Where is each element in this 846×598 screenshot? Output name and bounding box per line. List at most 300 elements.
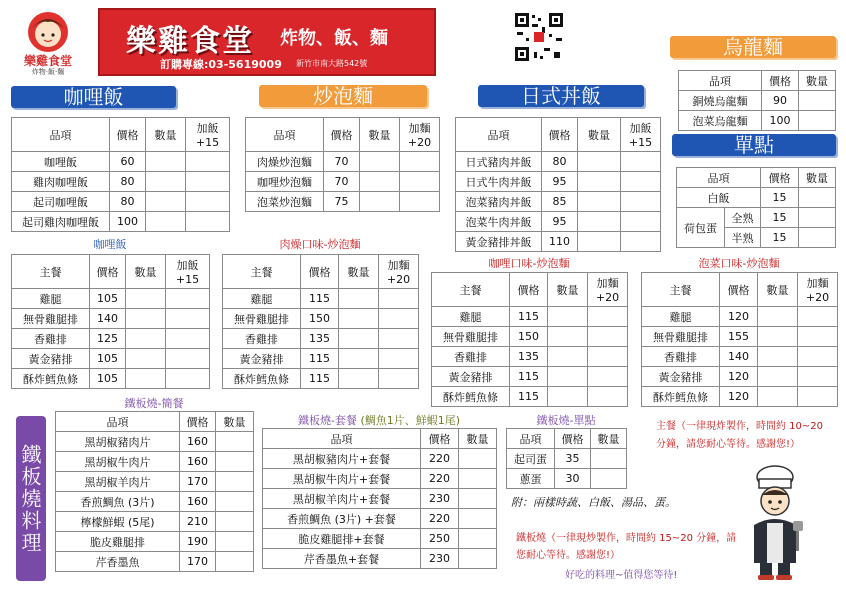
item-price: 220 bbox=[421, 509, 459, 529]
quantity-cell[interactable] bbox=[126, 289, 166, 309]
table-row bbox=[679, 91, 836, 111]
table-row bbox=[246, 192, 440, 212]
item-price: 90 bbox=[762, 91, 799, 111]
extra-cell[interactable] bbox=[379, 329, 419, 349]
item-name: 無骨雞腿排 bbox=[642, 327, 720, 347]
shop-address: 新竹市南大路542號 bbox=[296, 59, 368, 68]
quantity-cell[interactable] bbox=[146, 152, 186, 172]
quantity-cell[interactable] bbox=[548, 367, 588, 387]
table-row bbox=[12, 192, 230, 212]
item-name: 無骨雞腿排 bbox=[432, 327, 510, 347]
item-name: 香雞排 bbox=[12, 329, 90, 349]
extra-cell[interactable] bbox=[588, 387, 628, 407]
item-name: 酥炸鱈魚條 bbox=[432, 387, 510, 407]
column-header: 數量 bbox=[339, 255, 379, 289]
item-name: 泡菜烏龍麵 bbox=[679, 111, 762, 131]
quantity-cell[interactable] bbox=[548, 307, 588, 327]
item-name: 起司雞肉咖哩飯 bbox=[12, 212, 110, 232]
item-name: 黃金豬排 bbox=[642, 367, 720, 387]
item-price: 230 bbox=[421, 489, 459, 509]
item-price: 15 bbox=[761, 208, 799, 228]
extra-cell[interactable] bbox=[798, 367, 838, 387]
column-header: 數量 bbox=[578, 118, 621, 152]
column-header: 加麵 +20 bbox=[379, 255, 419, 289]
quantity-cell[interactable] bbox=[459, 549, 497, 569]
table-row bbox=[432, 327, 628, 347]
item-price: 70 bbox=[324, 152, 360, 172]
column-header: 加飯 +15 bbox=[621, 118, 661, 152]
extra-cell[interactable] bbox=[379, 349, 419, 369]
column-header: 價格 bbox=[180, 412, 216, 432]
extra-cell[interactable] bbox=[798, 307, 838, 327]
table-row bbox=[642, 387, 838, 407]
item-name: 咖哩飯 bbox=[12, 152, 110, 172]
teppan-simple-table bbox=[55, 411, 254, 572]
column-header: 數量 bbox=[146, 118, 186, 152]
item-name: 蔥蛋 bbox=[507, 469, 555, 489]
table-row bbox=[223, 349, 419, 369]
item-price: 115 bbox=[301, 369, 339, 389]
extra-cell[interactable] bbox=[621, 192, 661, 212]
item-name: 黑胡椒羊肉片 bbox=[56, 472, 180, 492]
item-name: 白飯 bbox=[677, 188, 761, 208]
item-price: 120 bbox=[720, 367, 758, 387]
quantity-cell[interactable] bbox=[339, 369, 379, 389]
column-header: 價格 bbox=[761, 168, 799, 188]
table-row bbox=[642, 367, 838, 387]
extra-cell[interactable] bbox=[166, 349, 210, 369]
quantity-cell[interactable] bbox=[758, 367, 798, 387]
column-header: 數量 bbox=[360, 118, 400, 152]
pork-noodle-title: 肉燥口味-炒泡麵 bbox=[279, 238, 361, 251]
table-row bbox=[642, 327, 838, 347]
teppan-vertical-label: 鐵板燒料理 bbox=[16, 416, 46, 581]
item-name: 咖哩炒泡麵 bbox=[246, 172, 324, 192]
table-row bbox=[432, 387, 628, 407]
table-row bbox=[246, 152, 440, 172]
table-row bbox=[223, 309, 419, 329]
column-header: 品項 bbox=[456, 118, 542, 152]
header-row bbox=[263, 429, 497, 449]
item-name: 香雞排 bbox=[432, 347, 510, 367]
item-price: 100 bbox=[762, 111, 799, 131]
table-row bbox=[246, 172, 440, 192]
table-row bbox=[432, 367, 628, 387]
logo-sub: 炸物·飯·麵 bbox=[31, 68, 65, 76]
teppan-set-title-main: 鐵板燒-套餐 bbox=[297, 414, 357, 427]
chef-icon bbox=[740, 463, 810, 583]
quantity-cell[interactable] bbox=[216, 492, 254, 512]
item-price: 115 bbox=[301, 349, 339, 369]
item-name: 黑胡椒牛肉片+套餐 bbox=[263, 469, 421, 489]
item-name: 日式豬肉丼飯 bbox=[456, 152, 542, 172]
item-price: 220 bbox=[421, 469, 459, 489]
logo-text: 樂雞食堂 bbox=[23, 54, 72, 68]
table-row bbox=[263, 449, 497, 469]
item-name: 黃金豬排 bbox=[12, 349, 90, 369]
quantity-cell[interactable] bbox=[459, 469, 497, 489]
item-price: 150 bbox=[301, 309, 339, 329]
kimchi-noodle-table bbox=[641, 272, 838, 407]
item-name: 雞腿 bbox=[223, 289, 301, 309]
quantity-cell[interactable] bbox=[216, 552, 254, 572]
table-row bbox=[56, 532, 254, 552]
item-name: 香煎鯛魚 (3片) bbox=[56, 492, 180, 512]
table-row bbox=[12, 212, 230, 232]
quantity-cell[interactable] bbox=[578, 232, 621, 252]
extra-cell[interactable] bbox=[400, 172, 440, 192]
quantity-cell[interactable] bbox=[126, 369, 166, 389]
extra-cell[interactable] bbox=[166, 289, 210, 309]
column-header: 價格 bbox=[301, 255, 339, 289]
column-header: 加飯 +15 bbox=[166, 255, 210, 289]
table-row bbox=[56, 452, 254, 472]
table-row bbox=[456, 232, 661, 252]
quantity-cell[interactable] bbox=[758, 347, 798, 367]
teppan-simple-title: 鐵板燒-簡餐 bbox=[124, 397, 184, 410]
extra-cell[interactable] bbox=[798, 327, 838, 347]
column-header: 數量 bbox=[799, 71, 836, 91]
item-name: 黑胡椒豬肉片+套餐 bbox=[263, 449, 421, 469]
item-price: 105 bbox=[90, 349, 126, 369]
item-name: 脆皮雞腿排 bbox=[56, 532, 180, 552]
table-row bbox=[56, 432, 254, 452]
column-header: 品項 bbox=[246, 118, 324, 152]
extra-cell[interactable] bbox=[621, 172, 661, 192]
header-row bbox=[246, 118, 440, 152]
column-header: 價格 bbox=[90, 255, 126, 289]
item-name: 日式牛肉丼飯 bbox=[456, 172, 542, 192]
item-price: 80 bbox=[110, 172, 146, 192]
fried-noodle-table bbox=[245, 117, 440, 212]
item-price: 135 bbox=[301, 329, 339, 349]
item-name: 無骨雞腿排 bbox=[12, 309, 90, 329]
teppan-single-table bbox=[506, 428, 627, 489]
teppan-single-title: 鐵板燒-單點 bbox=[536, 414, 596, 427]
oolong-badge: 烏龍麵 bbox=[670, 36, 836, 58]
brand-banner bbox=[98, 8, 436, 76]
column-header: 價格 bbox=[720, 273, 758, 307]
table-row bbox=[263, 489, 497, 509]
extra-cell[interactable] bbox=[166, 309, 210, 329]
quantity-cell[interactable] bbox=[459, 489, 497, 509]
logo bbox=[8, 6, 88, 76]
column-header: 品項 bbox=[507, 429, 555, 449]
table-row bbox=[56, 552, 254, 572]
column-header: 價格 bbox=[762, 71, 799, 91]
quantity-cell[interactable] bbox=[339, 309, 379, 329]
column-header: 數量 bbox=[216, 412, 254, 432]
column-header: 加麵 +20 bbox=[798, 273, 838, 307]
qr-code[interactable] bbox=[514, 12, 564, 62]
curry-rice-table bbox=[11, 117, 230, 232]
donburi-table bbox=[455, 117, 661, 252]
column-header: 品項 bbox=[12, 118, 110, 152]
item-price: 115 bbox=[510, 367, 548, 387]
quantity-cell[interactable] bbox=[578, 172, 621, 192]
quantity-cell[interactable] bbox=[459, 509, 497, 529]
item-price: 95 bbox=[542, 172, 578, 192]
item-price: 120 bbox=[720, 387, 758, 407]
item-price: 70 bbox=[324, 172, 360, 192]
curry-noodle-table bbox=[431, 272, 628, 407]
qr-code-icon bbox=[514, 12, 564, 62]
item-price: 140 bbox=[90, 309, 126, 329]
quantity-cell[interactable] bbox=[146, 212, 186, 232]
main-note: 主餐（一律現炸製作，時間約 10~20 分鐘，請您耐心等待。感謝您!） bbox=[656, 421, 824, 450]
fried-noodle-badge: 炒泡麵 bbox=[259, 85, 427, 107]
footer-note: 好吃的料理~值得您等待! bbox=[565, 570, 678, 581]
table-row bbox=[223, 289, 419, 309]
quantity-cell[interactable] bbox=[578, 152, 621, 172]
extra-cell[interactable] bbox=[379, 289, 419, 309]
quantity-cell[interactable] bbox=[459, 529, 497, 549]
extra-cell[interactable] bbox=[621, 152, 661, 172]
table-row bbox=[679, 111, 836, 131]
quantity-cell[interactable] bbox=[126, 309, 166, 329]
table-row bbox=[456, 172, 661, 192]
item-name: 芹香墨魚 bbox=[56, 552, 180, 572]
item-price: 115 bbox=[510, 387, 548, 407]
order-phone: 訂購專線:03-5619009 bbox=[160, 58, 282, 71]
table-row bbox=[507, 449, 627, 469]
column-header: 主餐 bbox=[223, 255, 301, 289]
item-name: 黑胡椒牛肉片 bbox=[56, 452, 180, 472]
item-name: 泡菜豬肉丼飯 bbox=[456, 192, 542, 212]
item-name: 黃金豬排 bbox=[432, 367, 510, 387]
column-header: 主餐 bbox=[12, 255, 90, 289]
extra-cell[interactable] bbox=[379, 309, 419, 329]
extra-cell[interactable] bbox=[400, 192, 440, 212]
extra-cell[interactable] bbox=[588, 367, 628, 387]
item-name: 香雞排 bbox=[223, 329, 301, 349]
quantity-cell[interactable] bbox=[339, 289, 379, 309]
column-header: 價格 bbox=[542, 118, 578, 152]
quantity-cell[interactable] bbox=[799, 208, 836, 228]
item-name: 雞腿 bbox=[12, 289, 90, 309]
table-row bbox=[456, 212, 661, 232]
table-row bbox=[12, 172, 230, 192]
item-price: 100 bbox=[110, 212, 146, 232]
quantity-cell[interactable] bbox=[216, 532, 254, 552]
quantity-cell[interactable] bbox=[339, 329, 379, 349]
column-header: 品項 bbox=[263, 429, 421, 449]
item-price: 15 bbox=[761, 228, 799, 248]
extra-cell[interactable] bbox=[186, 192, 230, 212]
table-row bbox=[432, 347, 628, 367]
quantity-cell[interactable] bbox=[799, 228, 836, 248]
table-row bbox=[12, 152, 230, 172]
item-price: 95 bbox=[542, 212, 578, 232]
teppan-note: 鐵板燒（一律現炒製作，時間約 15~20 分鐘，請您耐心等待。感謝您!） bbox=[516, 533, 737, 561]
item-name: 泡菜牛肉丼飯 bbox=[456, 212, 542, 232]
table-row bbox=[507, 469, 627, 489]
column-header: 加飯 +15 bbox=[186, 118, 230, 152]
item-price: 75 bbox=[324, 192, 360, 212]
extra-cell[interactable] bbox=[166, 329, 210, 349]
kimchi-noodle-title: 泡菜口味-炒泡麵 bbox=[698, 257, 780, 270]
side-note: 附：兩樣時蔬、白飯、湯品、蛋。 bbox=[511, 496, 676, 509]
quantity-cell[interactable] bbox=[799, 111, 836, 131]
item-price: 15 bbox=[761, 188, 799, 208]
item-price: 135 bbox=[510, 347, 548, 367]
quantity-cell[interactable] bbox=[799, 91, 836, 111]
extra-cell[interactable] bbox=[186, 172, 230, 192]
item-price: 125 bbox=[90, 329, 126, 349]
item-name: 黃金豬排 bbox=[223, 349, 301, 369]
header-row bbox=[507, 429, 627, 449]
extra-cell[interactable] bbox=[588, 307, 628, 327]
table-row bbox=[432, 307, 628, 327]
quantity-cell[interactable] bbox=[548, 327, 588, 347]
item-price: 190 bbox=[180, 532, 216, 552]
table-row bbox=[223, 329, 419, 349]
table-row bbox=[456, 152, 661, 172]
teppan-set-title-note: (鯛魚1片、鮮蝦1尾) bbox=[360, 414, 461, 427]
item-price: 160 bbox=[180, 492, 216, 512]
extra-cell[interactable] bbox=[798, 347, 838, 367]
extra-cell[interactable] bbox=[621, 212, 661, 232]
item-name: 無骨雞腿排 bbox=[223, 309, 301, 329]
item-name: 雞腿 bbox=[642, 307, 720, 327]
column-header: 價格 bbox=[324, 118, 360, 152]
quantity-cell[interactable] bbox=[758, 307, 798, 327]
column-header: 數量 bbox=[459, 429, 497, 449]
item-name: 酥炸鱈魚條 bbox=[223, 369, 301, 389]
donburi-badge: 日式丼飯 bbox=[478, 85, 644, 107]
header-row bbox=[56, 412, 254, 432]
quantity-cell[interactable] bbox=[459, 449, 497, 469]
column-header: 數量 bbox=[799, 168, 836, 188]
singles-table bbox=[676, 167, 836, 248]
column-header: 價格 bbox=[555, 429, 591, 449]
item-option: 全熟 bbox=[725, 208, 761, 228]
item-price: 105 bbox=[90, 289, 126, 309]
header-row bbox=[432, 273, 628, 307]
quantity-cell[interactable] bbox=[758, 387, 798, 407]
table-row bbox=[263, 549, 497, 569]
item-price: 160 bbox=[180, 432, 216, 452]
quantity-cell[interactable] bbox=[578, 192, 621, 212]
quantity-cell[interactable] bbox=[360, 152, 400, 172]
item-price: 170 bbox=[180, 472, 216, 492]
item-price: 150 bbox=[510, 327, 548, 347]
table-row bbox=[677, 188, 836, 208]
item-name: 泡菜炒泡麵 bbox=[246, 192, 324, 212]
extra-cell[interactable] bbox=[400, 152, 440, 172]
quantity-cell[interactable] bbox=[591, 469, 627, 489]
table-row bbox=[642, 307, 838, 327]
table-row bbox=[456, 192, 661, 212]
header-row bbox=[677, 168, 836, 188]
column-header: 價格 bbox=[110, 118, 146, 152]
column-header: 數量 bbox=[126, 255, 166, 289]
item-price: 85 bbox=[542, 192, 578, 212]
header-row bbox=[679, 71, 836, 91]
table-row bbox=[223, 369, 419, 389]
quantity-cell[interactable] bbox=[548, 347, 588, 367]
table-row bbox=[263, 529, 497, 549]
item-price: 170 bbox=[180, 552, 216, 572]
table-row bbox=[12, 289, 210, 309]
column-header: 品項 bbox=[679, 71, 762, 91]
quantity-cell[interactable] bbox=[578, 212, 621, 232]
extra-cell[interactable] bbox=[186, 152, 230, 172]
item-name: 起司咖哩飯 bbox=[12, 192, 110, 212]
column-header: 加麵 +20 bbox=[400, 118, 440, 152]
item-name: 肉燥炒泡麵 bbox=[246, 152, 324, 172]
column-header: 主餐 bbox=[432, 273, 510, 307]
quantity-cell[interactable] bbox=[360, 172, 400, 192]
extra-cell[interactable] bbox=[798, 387, 838, 407]
header-row bbox=[456, 118, 661, 152]
brand-name: 樂雞食堂 bbox=[126, 24, 254, 59]
extra-cell[interactable] bbox=[186, 212, 230, 232]
item-price: 115 bbox=[301, 289, 339, 309]
quantity-cell[interactable] bbox=[146, 172, 186, 192]
item-price: 115 bbox=[510, 307, 548, 327]
teppan-set-table bbox=[262, 428, 497, 569]
header-row bbox=[223, 255, 419, 289]
item-price: 140 bbox=[720, 347, 758, 367]
quantity-cell[interactable] bbox=[216, 472, 254, 492]
quantity-cell[interactable] bbox=[758, 327, 798, 347]
item-price: 120 bbox=[720, 307, 758, 327]
quantity-cell[interactable] bbox=[216, 452, 254, 472]
quantity-cell[interactable] bbox=[591, 449, 627, 469]
column-header: 品項 bbox=[56, 412, 180, 432]
quantity-cell[interactable] bbox=[126, 349, 166, 369]
extra-cell[interactable] bbox=[621, 232, 661, 252]
quantity-cell[interactable] bbox=[360, 192, 400, 212]
item-price: 155 bbox=[720, 327, 758, 347]
item-name: 荷包蛋 bbox=[677, 208, 725, 248]
item-name: 雞腿 bbox=[432, 307, 510, 327]
item-name: 香煎鯛魚 (3片) +套餐 bbox=[263, 509, 421, 529]
extra-cell[interactable] bbox=[166, 369, 210, 389]
extra-cell[interactable] bbox=[379, 369, 419, 389]
table-row bbox=[56, 512, 254, 532]
item-price: 110 bbox=[542, 232, 578, 252]
item-price: 60 bbox=[110, 152, 146, 172]
quantity-cell[interactable] bbox=[339, 349, 379, 369]
item-name: 酥炸鱈魚條 bbox=[12, 369, 90, 389]
extra-cell[interactable] bbox=[588, 347, 628, 367]
chef-illustration bbox=[740, 463, 810, 583]
quantity-cell[interactable] bbox=[799, 188, 836, 208]
header-row bbox=[12, 255, 210, 289]
item-price: 105 bbox=[90, 369, 126, 389]
table-row bbox=[263, 509, 497, 529]
header-row bbox=[12, 118, 230, 152]
item-name: 香雞排 bbox=[642, 347, 720, 367]
quantity-cell[interactable] bbox=[548, 387, 588, 407]
quantity-cell[interactable] bbox=[216, 512, 254, 532]
item-name: 銅燒烏龍麵 bbox=[679, 91, 762, 111]
table-row bbox=[12, 329, 210, 349]
table-row bbox=[12, 309, 210, 329]
curry-noodle-title: 咖哩口味-炒泡麵 bbox=[488, 257, 570, 270]
extra-cell[interactable] bbox=[588, 327, 628, 347]
quantity-cell[interactable] bbox=[146, 192, 186, 212]
quantity-cell[interactable] bbox=[126, 329, 166, 349]
quantity-cell[interactable] bbox=[216, 432, 254, 452]
table-row bbox=[263, 469, 497, 489]
item-price: 80 bbox=[110, 192, 146, 212]
curry-main-table bbox=[11, 254, 210, 389]
column-header: 品項 bbox=[677, 168, 761, 188]
item-price: 210 bbox=[180, 512, 216, 532]
